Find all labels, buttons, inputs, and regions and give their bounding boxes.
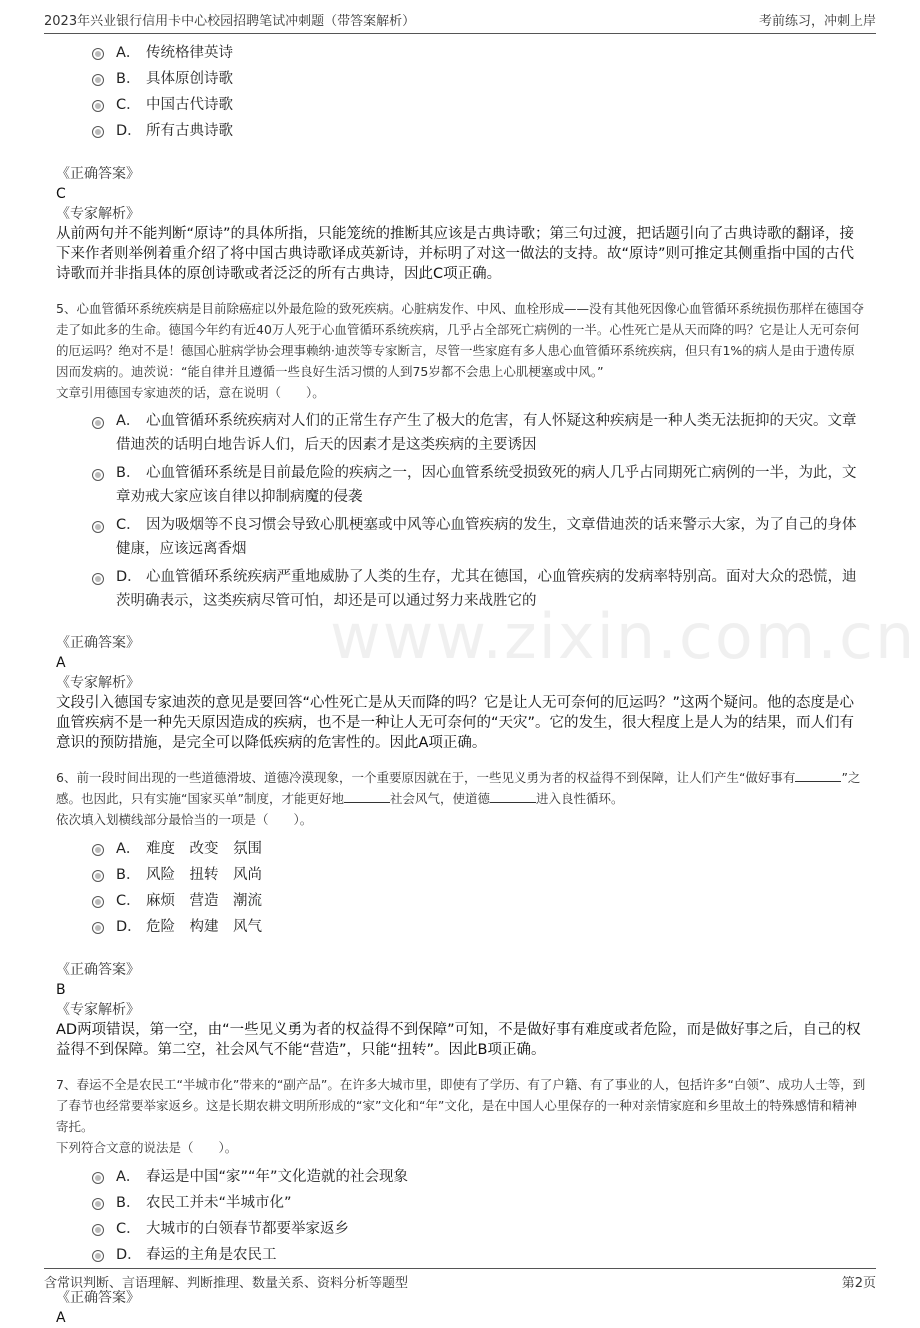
q4-option-d[interactable]: D． 所有古典诗歌 <box>92 118 866 144</box>
fill-blank <box>344 790 390 803</box>
page-footer <box>0 1264 920 1302</box>
q7-stem: 7、春运不全是农民工“半城市化”带来的“副产品”。在许多大城市里，即使有了学历、有了户籍、有了事业的人，包括许多“白领”、成功人士等，到了春节也经常要举家返乡。这是长期农耕文明所形成的“家”文化和“年”文化，是在中国人心里保存的一种对亲情家庭和乡里故土的特殊感情和精神寄托。 <box>56 1077 866 1134</box>
radio-icon[interactable] <box>92 1224 104 1236</box>
q4-option-c[interactable]: C． 中国古代诗歌 <box>92 92 866 118</box>
q7-option-a[interactable]: A． 春运是中国“家”“年”文化造就的社会现象 <box>92 1164 866 1190</box>
document-title: 2023年兴业银行信用卡中心校园招聘笔试冲刺题（带答案解析） <box>44 14 416 29</box>
q6-option-a[interactable]: A． 难度 改变 氛围 <box>92 836 866 862</box>
expert-label: 《专家解析》 <box>56 675 140 691</box>
radio-icon[interactable] <box>92 521 104 533</box>
q6-answer: B <box>56 982 66 998</box>
q4-answer: C <box>56 186 66 202</box>
q4-options <box>92 40 866 144</box>
q6-ask: 依次填入划横线部分最恰当的一项是（ ）。 <box>56 812 313 827</box>
q6-option-b[interactable]: B． 风险 扭转 风尚 <box>92 862 866 888</box>
q5-option-c[interactable]: C． 因为吸烟等不良习惯会导致心肌梗塞或中风等心血管疾病的发生，文章借迪茨的话来警示大家，为了自己的身体健康，应该远离香烟 <box>92 513 866 561</box>
q6-options <box>92 836 866 940</box>
fill-blank <box>795 769 841 782</box>
radio-icon[interactable] <box>92 126 104 138</box>
footer-topics: 含常识判断、言语理解、判断推理、数量关系、资料分析等题型 <box>44 1276 409 1291</box>
q7-option-d[interactable]: D． 春运的主角是农民工 <box>92 1242 866 1268</box>
q6-analysis: AD两项错误，第一空，由“一些见义勇为者的权益得不到保障”可知，不是做好事有难度或者危险，而是做好事之后，自己的权益得不到保障。第二空，社会风气不能“营造”，只能“扭转”。因此B项正确。 <box>56 1022 861 1058</box>
q7-answer: A <box>56 1310 66 1326</box>
q7-options <box>92 1164 866 1268</box>
q7-option-c[interactable]: C． 大城市的白领春节都要举家返乡 <box>92 1216 866 1242</box>
radio-icon[interactable] <box>92 48 104 60</box>
q6-option-c[interactable]: C． 麻烦 营造 潮流 <box>92 888 866 914</box>
radio-icon[interactable] <box>92 469 104 481</box>
q5-ask: 文章引用德国专家迪茨的话，意在说明（ ）。 <box>56 385 325 400</box>
answer-label: 《正确答案》 <box>56 166 140 182</box>
radio-icon[interactable] <box>92 1250 104 1262</box>
page-content <box>56 40 866 1328</box>
radio-icon[interactable] <box>92 1198 104 1210</box>
footer-divider <box>44 1268 876 1269</box>
answer-label: 《正确答案》 <box>56 635 140 651</box>
answer-label: 《正确答案》 <box>56 962 140 978</box>
radio-icon[interactable] <box>92 1172 104 1184</box>
page-number: 第2页 <box>841 1276 876 1291</box>
radio-icon[interactable] <box>92 896 104 908</box>
radio-icon[interactable] <box>92 417 104 429</box>
radio-icon[interactable] <box>92 870 104 882</box>
q5-options <box>92 409 866 613</box>
answer-label: 《正确答案》 <box>56 1290 140 1306</box>
expert-label: 《专家解析》 <box>56 1002 140 1018</box>
radio-icon[interactable] <box>92 100 104 112</box>
q6-stem: 6、前一段时间出现的一些道德滑坡、道德冷漠现象，一个重要原因就在于，一些见义勇为者的权益得不到保障，让人们产生“做好事有 ”之感。也因此，只有实施“国家买单”制度，才能更好地 社会风气，使道德 进入良性循环。 <box>56 770 861 806</box>
q6-option-d[interactable]: D． 危险 构建 风气 <box>92 914 866 940</box>
q5-option-d[interactable]: D． 心血管循环系统疾病严重地威胁了人类的生存，尤其在德国，心血管疾病的发病率特别高。面对大众的恐慌，迪茨明确表示，这类疾病尽管可怕，却还是可以通过努力来战胜它的 <box>92 565 866 613</box>
expert-label: 《专家解析》 <box>56 206 140 222</box>
q7-ask: 下列符合文意的说法是（ ）。 <box>56 1140 238 1155</box>
q5-analysis: 文段引入德国专家迪茨的意见是要回答“心性死亡是从天而降的吗？它是让人无可奈何的厄运吗？”这两个疑问。他的态度是心血管疾病不是一种先天原因造成的疾病，也不是一种让人无可奈何的“天灾”。它的发生，很大程度上是人为的结果，而人们有意识的预防措施，是完全可以降低疾病的危害性的。因此A项正确。 <box>56 695 855 751</box>
radio-icon[interactable] <box>92 844 104 856</box>
fill-blank <box>490 790 536 803</box>
q5-option-a[interactable]: A． 心血管循环系统疾病对人们的正常生存产生了极大的危害，有人怀疑这种疾病是一种人类无法扼抑的天灾。文章借迪茨的话明白地告诉人们，后天的因素才是这类疾病的主要诱因 <box>92 409 866 457</box>
q4-analysis: 从前两句并不能判断“原诗”的具体所指，只能笼统的推断其应该是古典诗歌；第三句过渡，把话题引向了古典诗歌的翻译，接下来作者则举例着重介绍了将中国古典诗歌译成英新诗，并标明了对这一做法的支持。故“原诗”则可推定其侧重指中国的古代诗歌而并非指具体的原创诗歌或者泛泛的所有古典诗，因此C项正确。 <box>56 226 855 282</box>
q5-stem: 5、心血管循环系统疾病是目前除癌症以外最危险的致死疾病。心脏病发作、中风、血栓形成——没有其他死因像心血管循环系统损伤那样在德国夺走了如此多的生命。德国今年约有近40万人死于心血管循环系统疾病，几乎占全部死亡病例的一半。心性死亡是从天而降的吗？它是让人无可奈何的厄运吗？绝对不是！德国心脏病学协会理事赖纳·迪茨等专家断言，尽管一些家庭有多人患心血管循环系统疾病，但只有1%的病人是由于遗传原因而发病的。迪茨说：“能自律并且遵循一些良好生活习惯的人到75岁都不会患上心肌梗塞或中风。” <box>56 301 864 379</box>
radio-icon[interactable] <box>92 922 104 934</box>
radio-icon[interactable] <box>92 74 104 86</box>
q4-option-b[interactable]: B． 具体原创诗歌 <box>92 66 866 92</box>
q4-option-a[interactable]: A． 传统格律英诗 <box>92 40 866 66</box>
q5-option-b[interactable]: B． 心血管循环系统是目前最危险的疾病之一，因心血管系统受损致死的病人几乎占同期死亡病例的一半，为此，文章劝戒大家应该自律以抑制病魔的侵袭 <box>92 461 866 509</box>
q5-answer: A <box>56 655 66 671</box>
q7-option-b[interactable]: B． 农民工并未“半城市化” <box>92 1190 866 1216</box>
header-slogan: 考前练习，冲刺上岸 <box>758 14 876 29</box>
header-divider <box>44 33 876 34</box>
page-header <box>0 0 920 36</box>
radio-icon[interactable] <box>92 573 104 585</box>
watermark: www.zixin.com.cn <box>330 600 917 673</box>
